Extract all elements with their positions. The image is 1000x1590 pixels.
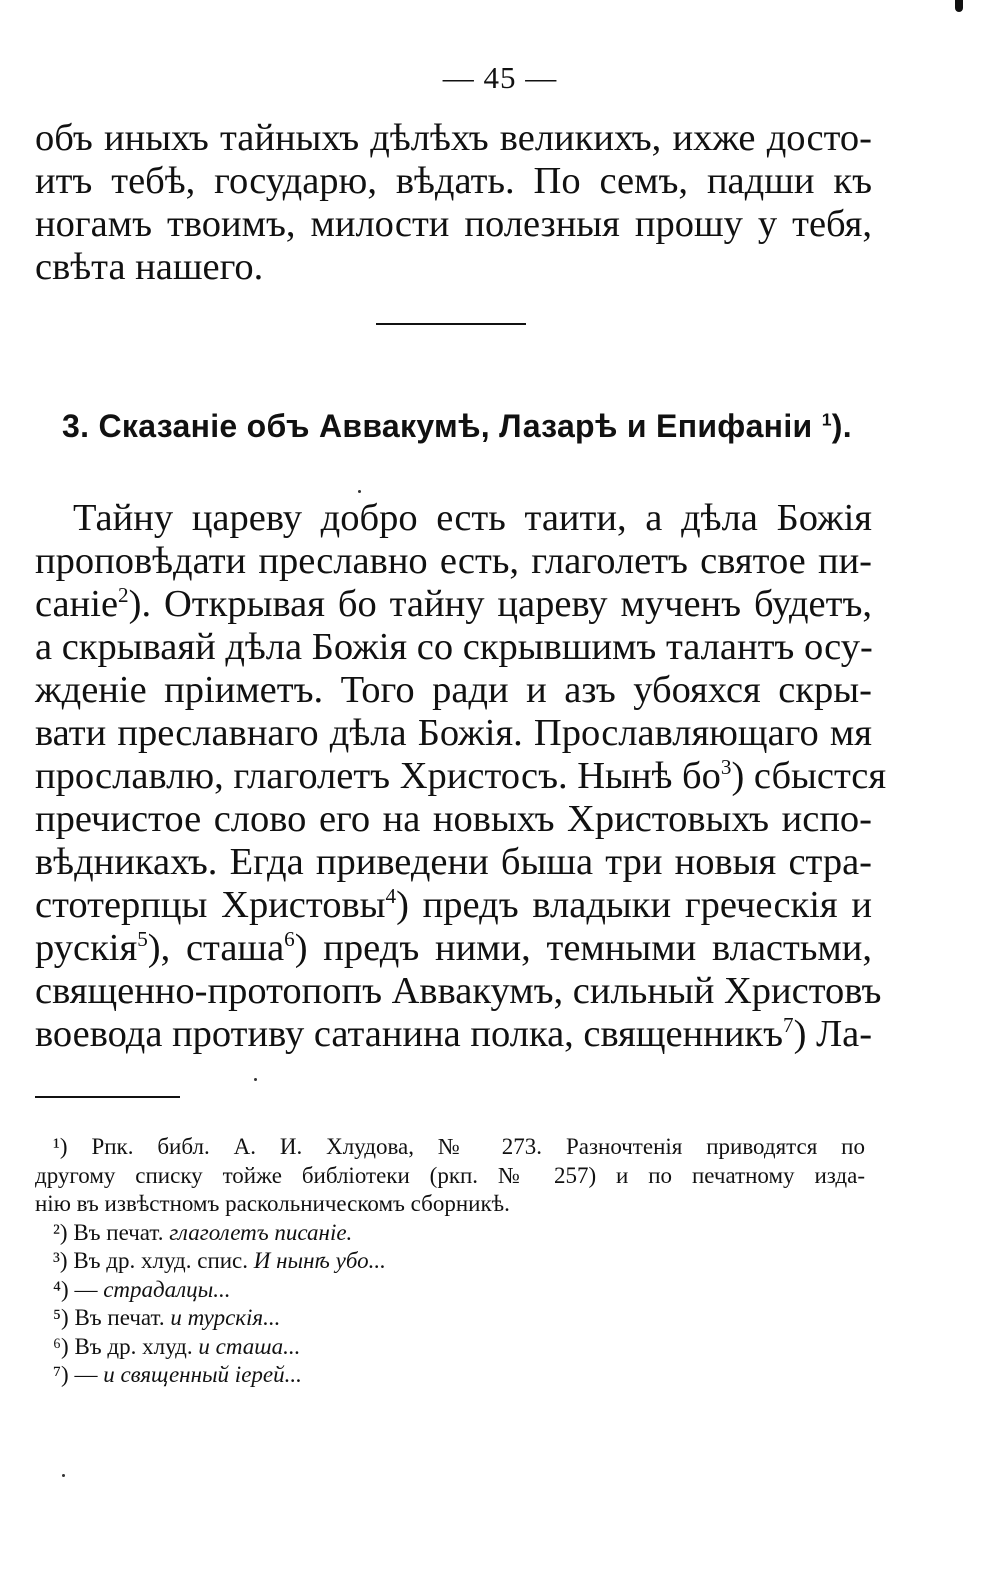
text-line: итъ тебѣ, государю, вѣдать. По семъ, падши къ [35,160,872,202]
top-paragraph [35,117,872,289]
text-line: проповѣдати преславно есть, глаголетъ святое пи- [35,540,872,582]
ink-speck [254,1078,257,1081]
text-line: прославлю, глаголетъ Христосъ. Нынѣ $бо^3$) сбыстся [35,755,887,797]
text-line: стотерпцы Христовы$^4$) предъ владыки греческія и [35,884,872,926]
ink-speck [62,1474,65,1477]
section-divider [376,323,526,325]
footnote-item: ⁶) Въ др. хлуд. и сташа... [53,1333,301,1359]
text-line: рускія$^5$), сташа$^6$) предъ ними, темными властьми, [35,927,872,969]
text-line: вѣдникахъ. Егда приведени быша три новыя стра- [35,841,872,883]
footnote-item: ⁷) — и священный іерей... [53,1362,302,1387]
footnote-ref: 7 [783,1013,794,1038]
corner-ink-mark [955,0,963,12]
footnote-item: ⁵) Въ печат. и турскія... [53,1305,281,1330]
text-line: свѣта нашего. [35,246,264,288]
footnote-ref: 5 [137,927,148,952]
footnote-ref: 1 [821,409,832,430]
footnote-divider [35,1096,180,1098]
footnote-1-line: ¹) Рпк. библ. А. И. Хлудова, № 273. Разночтенія приводятся по [53,1134,865,1159]
section-heading [62,408,852,445]
text-line: воевода противу сатанина полка, священникъ$^7$) Ла- [35,1013,873,1055]
page-number: — 45 — [442,60,558,95]
text-line: саніе$^2$). Открывая бо тайну цареву мученъ будетъ, [35,583,872,625]
text-line: вати преславнаго дѣла Божія. Прославляющаго мя [35,712,872,754]
text-line: а скрываяй дѣла Божія со скрывшимъ талантъ осу- [35,626,873,668]
footnote-ref: 3 [720,755,732,780]
footnote-1-line: другому списку тойже библіотеки (ркп. № 257) и по печатному изда- [35,1162,865,1188]
footnote-ref: 6 [284,927,295,952]
heading-text: 3. Сказаніе объ Аввакумѣ, Лазарѣ и Епифаніи [62,408,813,444]
text-line: объ иныхъ тайныхъ дѣлѣхъ великихъ, ихже досто- [35,117,872,159]
footnotes [35,1133,865,1390]
text-line: пречистое слово его на новыхъ Христовыхъ испо- [35,798,872,840]
footnote-item: ³) Въ др. хлуд. спис. И нынѣ убо... [53,1248,386,1273]
text-line: священно-протопопъ Аввакумъ, сильный Христовъ [35,970,882,1012]
text-line: жденіе пріиметъ. Того ради и азъ убояхся скры- [35,669,872,711]
main-paragraph [35,497,887,1056]
heading-close: ). [831,408,852,444]
footnote-ref: 4 [385,884,397,909]
footnote-ref: 2 [118,583,129,608]
text-line: ногамъ твоимъ, милости полезныя прошу у тебя, [35,203,872,245]
footnote-1-line: нію въ извѣстномъ раскольническомъ сборникѣ. [35,1191,510,1216]
footnote-item: ⁴) — страдалцы... [53,1276,231,1302]
footnote-item: ²) Въ печат. глаголетъ писаніе. [53,1219,353,1245]
ink-speck [358,490,361,493]
text-line: Тайну цареву добро есть таити, а дѣла Божія [73,497,872,539]
